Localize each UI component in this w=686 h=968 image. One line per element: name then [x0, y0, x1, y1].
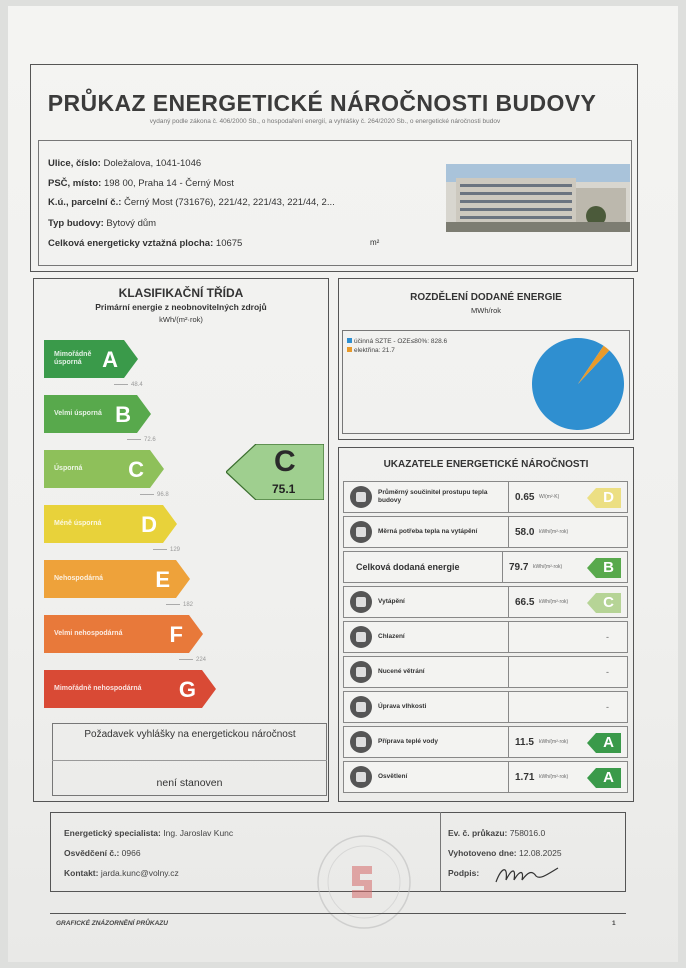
- signature-row: Podpis:: [448, 868, 480, 878]
- class-band-a: [44, 340, 138, 378]
- indicator-class-letter: B: [596, 558, 621, 578]
- signature-image: [492, 862, 562, 888]
- indicator-empty: -: [606, 632, 609, 642]
- indicator-label: Průměrný součinitel prostupu tepla budovy: [378, 489, 488, 504]
- heating-icon: [350, 591, 372, 613]
- evidence-number: 758016.0: [509, 828, 546, 838]
- indicator-row: [343, 516, 628, 548]
- area-value: 10675: [215, 238, 243, 249]
- class-band-letter: B: [115, 402, 131, 427]
- indicator-class-badge: [587, 768, 621, 788]
- legend-swatch: [347, 338, 352, 343]
- issue-date: 12.08.2025: [519, 848, 562, 858]
- distribution-title: ROZDĚLENÍ DODANÉ ENERGIE: [410, 292, 562, 303]
- indicator-row: [343, 656, 628, 688]
- legend-entry: [347, 338, 447, 345]
- legend-label: elektřina: 21.7: [354, 347, 395, 354]
- class-band-label: Mimořádně nehospodárná: [54, 684, 142, 692]
- house-envelope-icon: [350, 486, 372, 508]
- distribution-pie: [530, 336, 626, 432]
- indicator-row: [343, 691, 628, 723]
- humidity-icon: [350, 696, 372, 718]
- indicator-row: [343, 761, 628, 793]
- certificate-row: Osvědčení č.: 0966: [64, 848, 141, 858]
- class-threshold: 48.4: [114, 382, 143, 388]
- lighting-icon: [350, 766, 372, 788]
- area-unit: m²: [370, 238, 380, 247]
- street-value: Doležalova, 1041-1046: [103, 158, 202, 169]
- indicators-title: UKAZATELE ENERGETICKÉ NÁROČNOSTI: [383, 459, 589, 470]
- ventilation-icon: [350, 661, 372, 683]
- document-title: PRŮKAZ ENERGETICKÉ NÁROČNOSTI BUDOVY: [47, 90, 597, 116]
- indicator-class-badge: [587, 558, 621, 578]
- indicator-unit: W/(m²·K): [539, 494, 560, 500]
- page-number: 1: [612, 920, 616, 927]
- indicator-row: [343, 481, 628, 513]
- class-band-letter: F: [169, 622, 183, 647]
- parcel-row: K.ú., parcelní č.: Černý Most (731676), 221/42, 221/43, 221/44, 2...: [48, 197, 335, 208]
- class-threshold: 129: [153, 547, 180, 553]
- indicator-value: 0.65: [515, 491, 535, 503]
- indicator-class-badge: [587, 593, 621, 613]
- certificate-number: 0966: [121, 848, 141, 858]
- building-type-row: Typ budovy: Bytový dům: [48, 218, 157, 229]
- heating-demand-icon: [350, 521, 372, 543]
- area-row: Celková energeticky vztažná plocha: 10675 m²: [48, 238, 380, 249]
- class-band-label: Úsporná: [54, 464, 83, 472]
- classification-title: KLASIFIKAČNÍ TŘÍDA: [118, 286, 244, 300]
- indicator-label: Měrná potřeba tepla na vytápění: [378, 528, 478, 536]
- stamp-image: [314, 832, 414, 932]
- class-band-letter: D: [141, 512, 157, 537]
- class-band-letter: G: [178, 677, 196, 702]
- result-class-marker: [226, 444, 324, 500]
- contact-row: Kontakt: jarda.kunc@volny.cz: [64, 868, 179, 878]
- hot-water-icon: [350, 731, 372, 753]
- class-band-label: Mimořádně úsporná: [54, 350, 92, 366]
- indicator-label: Osvětlení: [378, 773, 408, 781]
- class-band-label: Nehospodárná: [54, 574, 104, 582]
- class-threshold: 96.8: [140, 492, 169, 498]
- class-threshold: 182: [166, 602, 193, 608]
- class-band-label: Velmi nehospodárná: [54, 629, 123, 637]
- indicator-unit: kWh/(m²·rok): [539, 599, 569, 605]
- requirement-title: Požadavek vyhlášky na energetickou náročnost: [84, 729, 296, 740]
- indicator-value: 11.5: [515, 736, 534, 748]
- indicator-row: [343, 586, 628, 618]
- building-type-value: Bytový dům: [106, 218, 157, 229]
- indicator-label: Příprava teplé vody: [378, 738, 438, 746]
- class-band-label: Méně úsporná: [54, 519, 102, 527]
- legend-swatch: [347, 347, 352, 352]
- class-band-label: Velmi úsporná: [54, 409, 102, 417]
- indicator-empty: -: [606, 667, 609, 677]
- indicator-label: Úprava vlhkosti: [378, 703, 427, 711]
- indicator-label: Nucené větrání: [378, 668, 425, 676]
- classification-subtitle: Primární energie z neobnovitelných zdrojů: [95, 302, 267, 312]
- indicator-value: 66.5: [515, 596, 535, 608]
- indicator-class-letter: D: [596, 488, 621, 508]
- street-row: Ulice, číslo: Doležalova, 1041-1046: [48, 158, 202, 169]
- parcel-value: Černý Most (731676), 221/42, 221/43, 221/44, 2...: [124, 197, 335, 208]
- indicator-row: [343, 621, 628, 653]
- class-band-d: [44, 505, 177, 543]
- class-threshold: 224: [179, 657, 206, 663]
- specialist-row: Energetický specialista: Ing. Jaroslav Kunc: [64, 828, 234, 838]
- class-band-letter: C: [128, 457, 144, 482]
- indicator-row: [343, 726, 628, 758]
- indicator-label: Chlazení: [378, 633, 405, 641]
- result-class-value: 75.1: [272, 482, 296, 496]
- requirement-value: není stanoven: [156, 777, 223, 789]
- class-band-c: [44, 450, 164, 488]
- indicator-unit: kWh/(m²·rok): [539, 774, 569, 780]
- indicator-label: Celková dodaná energie: [356, 561, 460, 572]
- contact-email: jarda.kunc@volny.cz: [100, 868, 179, 878]
- specialist-name: Ing. Jaroslav Kunc: [163, 828, 234, 838]
- classification-unit: kWh/(m²·rok): [159, 315, 203, 324]
- evidence-row: Ev. č. průkazu: 758016.0: [448, 828, 546, 838]
- indicator-empty: -: [606, 702, 609, 712]
- legend-entry: [347, 347, 447, 354]
- bottom-label: GRAFICKÉ ZNÁZORNĚNÍ PRŮKAZU: [56, 920, 168, 927]
- indicator-value: 58.0: [515, 526, 535, 538]
- class-threshold: 72.6: [127, 437, 156, 443]
- indicator-class-letter: C: [596, 593, 621, 613]
- indicator-label: Vytápění: [378, 598, 405, 606]
- class-band-g: [44, 670, 216, 708]
- class-band-f: [44, 615, 203, 653]
- indicator-class-badge: [587, 488, 621, 508]
- indicator-class-letter: A: [596, 768, 621, 788]
- class-band-b: [44, 395, 151, 433]
- class-band-letter: E: [155, 567, 170, 592]
- indicator-unit: kWh/(m²·rok): [533, 564, 563, 570]
- indicator-row: [343, 551, 628, 583]
- date-row: Vyhotoveno dne: 12.08.2025: [448, 848, 562, 858]
- indicator-class-badge: [587, 733, 621, 753]
- legend-label: účinná SZTE - OZE≤80%: 828.6: [354, 338, 448, 345]
- class-band-letter: A: [102, 347, 118, 372]
- building-photo: [446, 164, 630, 232]
- class-band-e: [44, 560, 190, 598]
- indicator-class-letter: A: [596, 733, 621, 753]
- indicator-value: 1.71: [515, 771, 535, 783]
- psc-value: 198 00, Praha 14 - Černý Most: [103, 178, 234, 189]
- psc-row: PSČ, místo: 198 00, Praha 14 - Černý Most: [48, 178, 234, 189]
- indicator-unit: kWh/(m²·rok): [539, 529, 569, 535]
- cooling-icon: [350, 626, 372, 648]
- distribution-legend: [347, 338, 447, 356]
- document-subtitle: vydaný podle zákona č. 406/2000 Sb., o hospodaření energií, a vyhlášky č. 264/2020 Sb., o energetické náročnosti budov: [149, 118, 501, 125]
- indicator-unit: kWh/(m²·rok): [539, 739, 569, 745]
- indicator-value: 79.7: [509, 561, 529, 573]
- result-class-letter: C: [274, 445, 296, 478]
- distribution-unit: MWh/rok: [471, 306, 501, 315]
